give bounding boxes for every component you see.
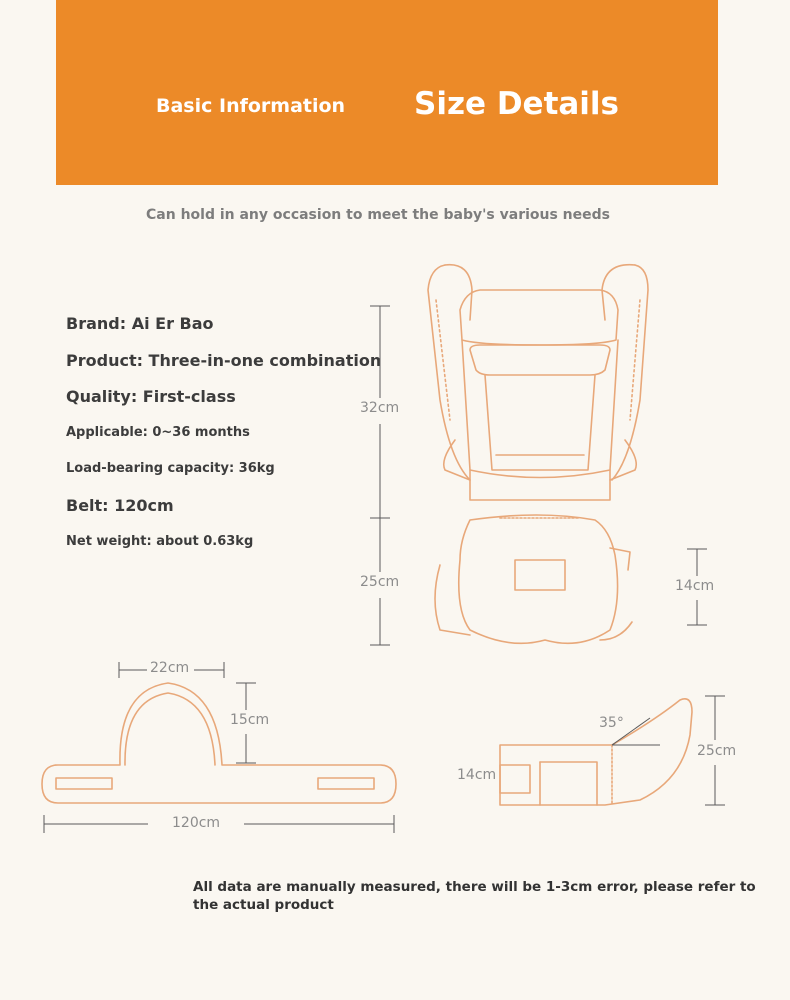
basic-information-label: Basic Information bbox=[156, 95, 346, 117]
dimension-label-14cm: 14cm bbox=[675, 578, 715, 594]
dimension-label-15cm: 15cm bbox=[230, 712, 270, 728]
size-details-title: Size Details bbox=[414, 86, 620, 122]
carrier-front-illustration bbox=[428, 265, 648, 644]
dimension-label-seat-25cm: 25cm bbox=[697, 743, 737, 759]
carrier-height-dimension bbox=[370, 306, 390, 645]
dimension-label-35deg: 35° bbox=[599, 715, 624, 731]
spec-load-capacity: Load-bearing capacity: 36kg bbox=[66, 461, 275, 476]
spec-quality: Quality: First-class bbox=[66, 387, 236, 406]
seat-side-illustration bbox=[500, 699, 692, 805]
spec-applicable: Applicable: 0~36 months bbox=[66, 425, 250, 440]
spec-net-weight: Net weight: about 0.63kg bbox=[66, 534, 254, 549]
dimension-label-25cm: 25cm bbox=[360, 574, 400, 590]
dimension-label-22cm: 22cm bbox=[150, 660, 190, 676]
spec-belt: Belt: 120cm bbox=[66, 496, 174, 515]
measurement-disclaimer: All data are manually measured, there will be 1-3cm error, please refer to the actual product bbox=[193, 879, 756, 913]
belt-illustration bbox=[42, 683, 396, 803]
dimension-label-seat-14cm: 14cm bbox=[457, 767, 497, 783]
spec-product: Product: Three-in-one combination bbox=[66, 351, 382, 370]
dimension-label-32cm: 32cm bbox=[360, 400, 400, 416]
spec-brand: Brand: Ai Er Bao bbox=[66, 314, 214, 333]
subtitle: Can hold in any occasion to meet the baby's various needs bbox=[146, 207, 610, 223]
dimension-label-120cm: 120cm bbox=[172, 815, 221, 831]
